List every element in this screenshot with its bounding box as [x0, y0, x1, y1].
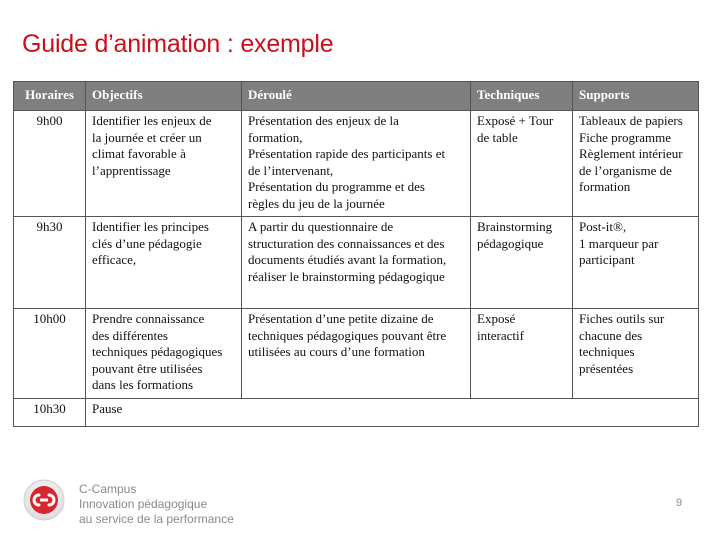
deroule-line: Présentation des enjeux de la: [248, 113, 399, 128]
table-header-row: [14, 82, 699, 111]
time-cell: 9h00: [14, 111, 86, 217]
deroule-line: Présentation rapide des participants et: [248, 146, 446, 161]
supports-line: techniques: [579, 344, 635, 359]
objectifs-line: Identifier les principes: [92, 219, 209, 234]
deroule-line: techniques pédagogiques pouvant être: [248, 327, 447, 343]
objectifs-line: climat favorable à: [92, 146, 186, 161]
deroule-cell: [242, 309, 471, 399]
header-deroule: Déroulé: [242, 82, 471, 111]
c-campus-logo-icon: [22, 478, 66, 522]
objectifs-line: Identifier les enjeux de: [92, 113, 212, 128]
objectifs-line: efficace,: [92, 252, 137, 267]
table-row: [14, 399, 699, 427]
header-techniques: Techniques: [471, 82, 573, 111]
objectifs-line: Prendre connaissance: [92, 311, 205, 326]
supports-line: Post-it®,: [579, 219, 627, 234]
table-row: [14, 309, 699, 399]
techniques-cell: [471, 309, 573, 399]
objectifs-line: des différentes: [92, 327, 168, 343]
deroule-line: de l’intervenant,: [248, 162, 334, 178]
brand-name: C-Campus: [79, 482, 137, 496]
deroule-line: Présentation du programme et des: [248, 179, 425, 194]
header-supports: Supports: [573, 82, 699, 111]
header-horaires: Horaires: [14, 82, 86, 111]
time-cell: 9h30: [14, 217, 86, 309]
techniques-line: interactif: [477, 327, 524, 343]
objectifs-line: l’apprentissage: [92, 162, 171, 178]
supports-line: Fiches outils sur: [579, 311, 665, 326]
brand-tagline: au service de la performance: [79, 512, 234, 526]
page-number: 9: [676, 497, 683, 509]
objectifs-cell: [86, 217, 242, 309]
deroule-line: Présentation d’une petite dizaine de: [248, 311, 434, 326]
deroule-cell: [242, 217, 471, 309]
supports-line: Fiche programme: [579, 129, 672, 145]
supports-line: participant: [579, 252, 635, 267]
supports-line: chacune des: [579, 327, 643, 343]
supports-line: formation: [579, 179, 631, 194]
table-row: [14, 111, 699, 217]
objectifs-cell: [86, 399, 699, 427]
techniques-line: de table: [477, 129, 518, 145]
supports-cell: [573, 217, 699, 309]
time-cell: 10h30: [14, 399, 86, 427]
techniques-cell: [471, 111, 573, 217]
objectifs-cell: [86, 111, 242, 217]
deroule-line: utilisées au cours d’une formation: [248, 344, 425, 359]
deroule-line: règles du jeu de la journée: [248, 195, 385, 211]
deroule-cell: [242, 111, 471, 217]
header-objectifs: Objectifs: [86, 82, 242, 111]
techniques-cell: [471, 217, 573, 309]
deroule-line: formation,: [248, 129, 303, 145]
supports-cell: [573, 111, 699, 217]
techniques-line: Exposé: [477, 311, 516, 326]
objectifs-line: pouvant être utilisées: [92, 360, 203, 376]
supports-line: Tableaux de papiers: [579, 113, 683, 128]
techniques-line: pédagogique: [477, 235, 544, 251]
supports-line: Règlement intérieur: [579, 146, 683, 161]
agenda-table: [13, 81, 699, 427]
techniques-line: Exposé + Tour: [477, 113, 554, 128]
brand-block: [79, 482, 234, 527]
objectifs-cell: [86, 309, 242, 399]
slide-title: Guide d’animation : exemple: [22, 30, 334, 58]
deroule-line: réaliser le brainstorming pédagogique: [248, 268, 445, 284]
techniques-line: Brainstorming: [477, 219, 553, 234]
c-campus-logo: [22, 478, 66, 522]
brand-tagline: Innovation pédagogique: [79, 497, 208, 511]
deroule-line: structuration des connaissances et des: [248, 235, 445, 251]
objectifs-line: Pause: [92, 401, 123, 416]
supports-line: présentées: [579, 360, 634, 376]
objectifs-line: clés d’une pédagogie: [92, 235, 202, 251]
supports-cell: [573, 309, 699, 399]
time-cell: 10h00: [14, 309, 86, 399]
deroule-line: documents étudiés avant la formation,: [248, 252, 447, 267]
supports-line: 1 marqueur par: [579, 235, 659, 251]
supports-line: de l’organisme de: [579, 162, 672, 178]
objectifs-line: techniques pédagogiques: [92, 344, 223, 359]
table-row: [14, 217, 699, 309]
objectifs-line: la journée et créer un: [92, 129, 202, 145]
objectifs-line: dans les formations: [92, 377, 194, 392]
deroule-line: A partir du questionnaire de: [248, 219, 394, 234]
